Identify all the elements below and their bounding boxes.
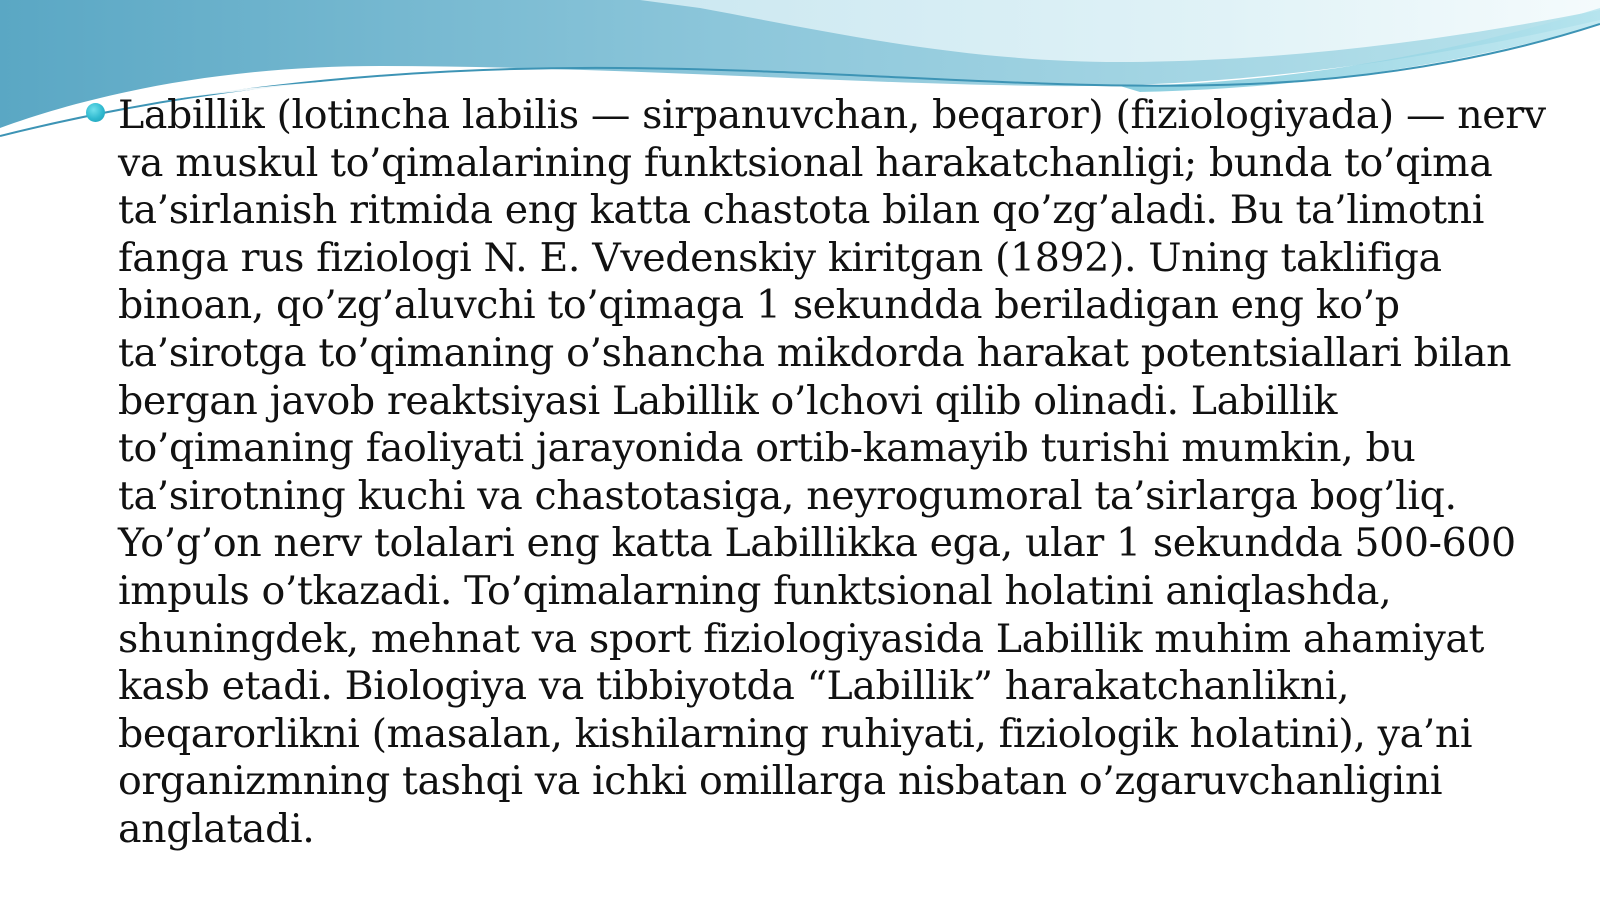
- body-paragraph: Labillik (lotincha labilis — sirpanuvchan, beqaror) (fiziologiyada) — nerv va muskul to’qimalarining funktsional harakatchanligi; bunda to’qima ta’sirlanish ritmida eng katta chastota bilan qo’zg’aladi. Bu ta’limotni fanga rus fiziologi N. E. Vvedenskiy kiritgan (1892). Uning taklifiga binoan, qo’zg’aluvchi to’qimaga 1 sekundda beriladigan eng ko’p ta’sirotga to’qimaning o’shancha mikdorda harakat potentsiallari bilan bergan javob reaktsiyasi Labillik o’lchovi qilib olinadi. Labillik to’qimaning faoliyati jarayonida ortib-kamayib turishi mumkin, bu ta’sirotning kuchi va chastotasiga, neyrogumoral ta’sirlarga bog’liq. Yo’g’on nerv tolalari eng katta Labillikka ega, ular 1 sekundda 500-600 impuls o’tkazadi. To’qimalarning funktsional holatini aniqlashda, shuningdek, mehnat va sport fiziologiyasida Labillik muhim ahamiyat kasb etadi. Biologiya va tibbiyotda “Labillik” harakatchanlikni, beqarorlikni (masalan, kishilarning ruhiyati, fiziologik holatini), ya’ni organizmning tashqi va ichki omillarga nisbatan o’zgaruvchanligini anglatadi.: [118, 92, 1546, 852]
- bullet-icon: [86, 103, 105, 122]
